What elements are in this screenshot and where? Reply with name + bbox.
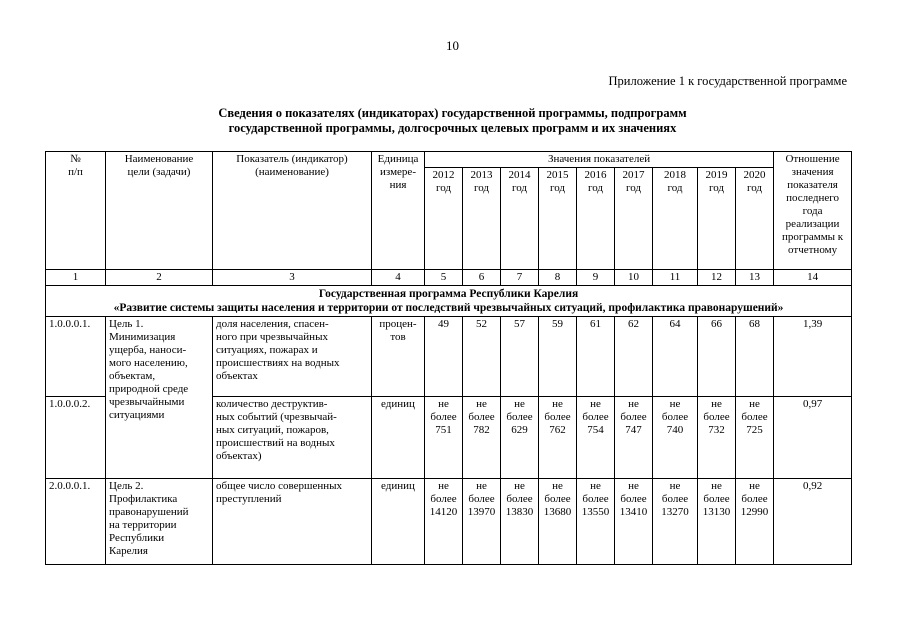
header-year: 2012 год — [425, 168, 463, 270]
row-value: 59 — [539, 317, 577, 397]
row-value: не более 754 — [577, 397, 615, 479]
column-number: 7 — [501, 270, 539, 286]
title-line-1: Сведения о показателях (индикаторах) государственной программы, подпрограмм — [218, 106, 687, 120]
header-values: Значения показателей — [425, 152, 774, 168]
column-number: 3 — [213, 270, 372, 286]
column-number: 9 — [577, 270, 615, 286]
appendix-caption: Приложение 1 к государственной программе — [608, 74, 847, 88]
row-value: 57 — [501, 317, 539, 397]
column-number: 5 — [425, 270, 463, 286]
row-value: не более 747 — [615, 397, 653, 479]
column-number: 1 — [46, 270, 106, 286]
row-value: не более 725 — [736, 397, 774, 479]
page-number: 10 — [446, 38, 459, 53]
row-number: 2.0.0.0.1. — [46, 479, 106, 565]
program-title-line-2: «Развитие системы защиты населения и территории от последствий чрезвычайных ситуаций, профилактика правонарушений» — [113, 302, 784, 314]
column-number: 13 — [736, 270, 774, 286]
row-number: 1.0.0.0.2. — [46, 397, 106, 479]
header-year: 2017 год — [615, 168, 653, 270]
row-value: 49 — [425, 317, 463, 397]
program-title-line-1: Государственная программа Республики Карелия — [318, 288, 579, 300]
column-number: 2 — [106, 270, 213, 286]
row-value: не более 13680 — [539, 479, 577, 565]
row-goal: Цель 2. Профилактика правонарушений на территории Республики Карелия — [106, 479, 213, 565]
row-goal: Цель 1. Минимизация ущерба, наноси- мого населению, объектам, природной среде чрезвычайными ситуациями — [106, 317, 213, 479]
row-unit: процен- тов — [372, 317, 425, 397]
header-year: 2016 год — [577, 168, 615, 270]
row-value: 52 — [463, 317, 501, 397]
row-value: не более 13410 — [615, 479, 653, 565]
header-year: 2015 год — [539, 168, 577, 270]
header-row-1 — [46, 152, 852, 168]
row-value: не более 13130 — [698, 479, 736, 565]
row-value: не более 740 — [653, 397, 698, 479]
row-value: не более 13970 — [463, 479, 501, 565]
document-title — [0, 106, 905, 136]
row-unit: единиц — [372, 479, 425, 565]
program-row — [46, 286, 852, 317]
column-number: 14 — [774, 270, 852, 286]
column-number: 8 — [539, 270, 577, 286]
column-number-row — [46, 270, 852, 286]
column-number: 11 — [653, 270, 698, 286]
row-indicator: доля населения, спасен- ного при чрезвычайных ситуациях, пожарах и происшествиях на водных объектах — [213, 317, 372, 397]
header-year: 2020 год — [736, 168, 774, 270]
header-year: 2019 год — [698, 168, 736, 270]
column-number: 10 — [615, 270, 653, 286]
header-unit: Единица измере- ния — [372, 152, 425, 270]
row-value: не более 751 — [425, 397, 463, 479]
row-indicator: общее число совершенных преступлений — [213, 479, 372, 565]
header-num: № п/п — [46, 152, 106, 270]
row-value: 62 — [615, 317, 653, 397]
row-value: не более 782 — [463, 397, 501, 479]
column-number: 6 — [463, 270, 501, 286]
row-value: не более 13550 — [577, 479, 615, 565]
header-year: 2018 год — [653, 168, 698, 270]
row-value: не более 629 — [501, 397, 539, 479]
indicators-table — [45, 151, 852, 565]
title-line-2: государственной программы, долгосрочных целевых программ и их значениях — [228, 121, 677, 135]
row-value: не более 762 — [539, 397, 577, 479]
row-value: не более 12990 — [736, 479, 774, 565]
row-ratio: 1,39 — [774, 317, 852, 397]
row-value: 68 — [736, 317, 774, 397]
column-number: 4 — [372, 270, 425, 286]
header-goal: Наименование цели (задачи) — [106, 152, 213, 270]
row-value: 61 — [577, 317, 615, 397]
header-ratio: Отношение значения показателя последнего года реализации программы к отчетному — [774, 152, 852, 270]
table-row — [46, 317, 852, 397]
row-ratio: 0,97 — [774, 397, 852, 479]
header-year: 2013 год — [463, 168, 501, 270]
row-unit: единиц — [372, 397, 425, 479]
row-number: 1.0.0.0.1. — [46, 317, 106, 397]
header-year: 2014 год — [501, 168, 539, 270]
header-indicator: Показатель (индикатор) (наименование) — [213, 152, 372, 270]
column-number: 12 — [698, 270, 736, 286]
row-value: не более 13830 — [501, 479, 539, 565]
row-ratio: 0,92 — [774, 479, 852, 565]
row-value: не более 14120 — [425, 479, 463, 565]
table-row — [46, 479, 852, 565]
row-indicator: количество деструктив- ных событий (чрезвычай- ных ситуаций, пожаров, происшествий на водных объектах) — [213, 397, 372, 479]
row-value: не более 13270 — [653, 479, 698, 565]
row-value: 66 — [698, 317, 736, 397]
row-value: не более 732 — [698, 397, 736, 479]
row-value: 64 — [653, 317, 698, 397]
program-title — [46, 286, 852, 317]
